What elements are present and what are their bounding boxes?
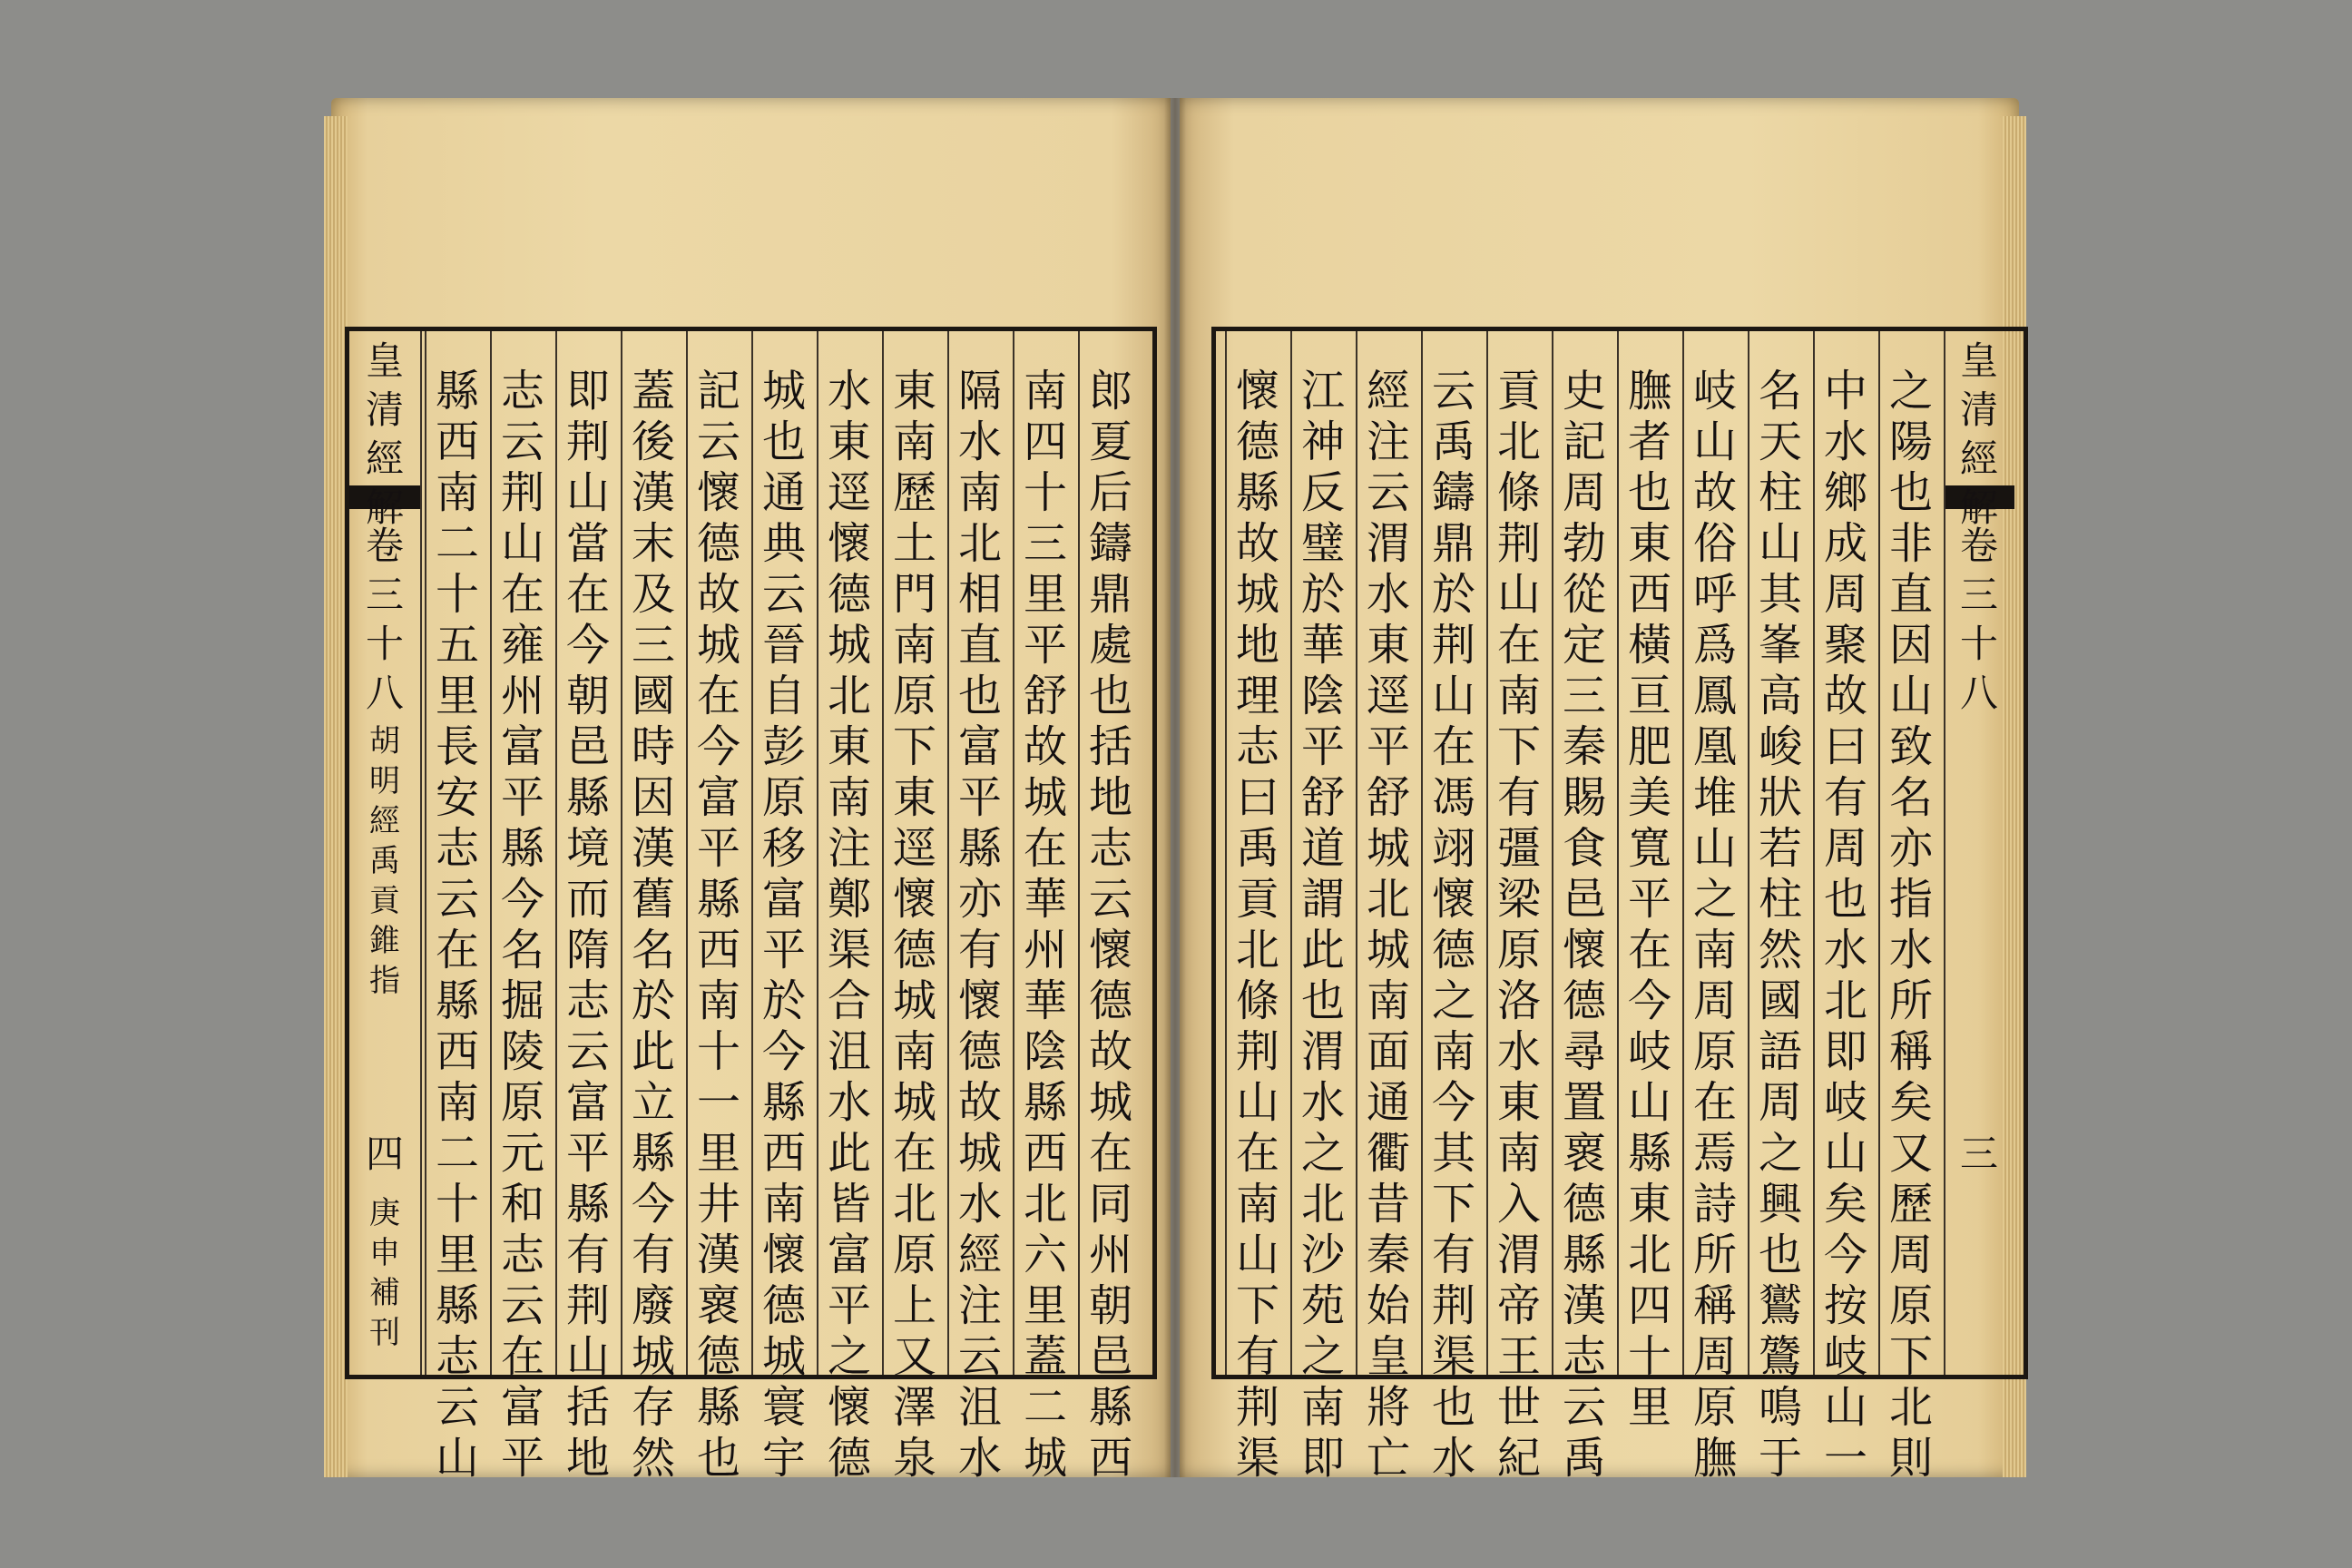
column-rule [947,331,949,1375]
column-rule [817,331,818,1375]
text-column: 隔 水 南 北 相 直 也 富 平 縣 亦 有 懷 德 故 城 水 經 注 云 沮 水 [957,366,1002,1484]
column-rule [425,331,426,1375]
text-column: 記 云 懷 德 故 城 在 今 富 平 縣 西 南 十 一 里 井 漢 褱 德 縣 也 [696,366,740,1484]
column-rule [1813,331,1815,1375]
column-rule [882,331,884,1375]
column-rule [621,331,622,1375]
banxin-rule [420,331,422,1375]
text-column: 膴 者 也 東 西 橫 亘 肥 美 寬 平 在 今 岐 山 縣 東 北 四 十 里 [1627,366,1671,1433]
banxin-center-strip [1944,331,2014,1375]
column-rule [1225,331,1227,1375]
column-rule [490,331,492,1375]
text-column: 云 禹 鑄 鼎 於 荆 山 在 馮 翊 懷 德 之 南 今 其 下 有 荆 渠 也 水 [1431,366,1475,1484]
column-rule [1552,331,1553,1375]
text-column: 城 也 通 典 云 晉 自 彭 原 移 富 平 於 今 縣 西 南 懷 德 城 寰 宇 [761,366,806,1484]
text-column: 東 南 歷 土 門 南 原 下 東 逕 懷 德 城 南 城 在 北 原 上 又 澤 泉 [892,366,936,1484]
text-column: 志 云 荆 山 在 雍 州 富 平 縣 今 名 掘 陵 原 元 和 志 云 在 富 平 [500,366,544,1484]
column-rule [1290,331,1292,1375]
column-rule [1748,331,1749,1375]
text-column: 名 天 柱 山 其 峯 高 峻 狀 若 柱 然 國 語 周 之 興 也 鸑 鷟 鳴 于 [1758,366,1802,1484]
column-rule [1421,331,1423,1375]
column-rule [686,331,688,1375]
text-column: 南 四 十 三 里 平 舒 故 城 在 華 州 華 陰 縣 西 北 六 里 蓋 二 城 [1023,366,1067,1484]
banxin-rule [1944,331,1945,1375]
banxin-juan: 卷 三 十 八 [365,524,404,715]
text-column: 江 神 反 璧 於 華 陰 平 舒 道 謂 此 也 渭 水 之 北 沙 苑 之 南 即 [1300,366,1345,1484]
column-rule [555,331,557,1375]
banxin-page-number: 三 [1959,1132,1998,1176]
text-column: 縣 西 南 二 十 五 里 長 安 志 云 在 縣 西 南 二 十 里 縣 志 云 山 [435,366,479,1484]
left-text-frame [345,327,1157,1484]
text-column: 岐 山 故 俗 呼 爲 鳳 凰 堆 山 之 南 周 原 在 焉 詩 所 稱 周 原 膴 [1692,366,1737,1484]
banxin-reprint-note: 庚 申 補 刊 [369,1195,400,1351]
text-column: 郎 夏 后 鑄 鼎 處 也 括 地 志 云 懷 德 故 城 在 同 州 朝 邑 縣 西 [1088,366,1132,1484]
text-column: 貢 北 條 荆 山 在 南 下 有 彊 梁 原 洛 水 東 南 入 渭 帝 王 世 紀 [1496,366,1541,1484]
banxin-title: 皇 清 經 解 [1959,338,1998,530]
column-rule [1617,331,1619,1375]
text-column: 中 水 鄉 成 周 聚 故 曰 有 周 也 水 北 即 岐 山 矣 今 按 岐 山 一 [1823,366,1867,1484]
banxin-center-strip [349,331,420,1375]
banxin-page-number: 四 [365,1132,404,1176]
column-rule [1356,331,1357,1375]
right-text-frame [1211,327,2028,1484]
banxin-juan: 卷 三 十 八 [1959,524,1998,715]
text-column: 水 東 逕 懷 德 城 北 東 南 注 鄭 渠 合 沮 水 此 皆 富 平 之 懷 德 [827,366,871,1484]
book-gutter [1164,98,1186,1477]
text-column: 懷 德 縣 故 城 地 理 志 曰 禹 貢 北 條 荆 山 在 南 山 下 有 荆 渠 [1235,366,1279,1484]
column-rule [1682,331,1684,1375]
text-column: 蓋 後 漢 末 及 三 國 時 因 漢 舊 名 於 此 立 縣 今 有 廢 城 存 然 [631,366,675,1484]
text-column: 經 注 云 渭 水 東 逕 平 舒 城 北 城 南 面 通 衢 昔 秦 始 皇 將 亡 [1366,366,1410,1484]
open-book [331,98,2019,1484]
column-rule [1878,331,1880,1375]
text-column: 史 記 周 勃 從 定 三 秦 賜 食 邑 懷 德 尋 置 褱 德 縣 漢 志 云 禹 [1562,366,1606,1484]
text-column: 之 陽 也 非 直 因 山 致 名 亦 指 水 所 稱 矣 又 歷 周 原 下 北 則 [1888,366,1933,1484]
banxin-book-title: 胡 明 經 禹 貢 錐 指 [369,723,400,999]
left-page [331,98,1171,1484]
column-rule [751,331,753,1375]
banxin-title: 皇 清 經 解 [365,338,404,530]
text-column: 即 荆 山 當 在 今 朝 邑 縣 境 而 隋 志 云 富 平 縣 有 荆 山 括 地 [565,366,610,1484]
right-page [1180,98,2019,1484]
column-rule [1013,331,1014,1375]
column-rule [1078,331,1080,1375]
column-rule [1486,331,1488,1375]
